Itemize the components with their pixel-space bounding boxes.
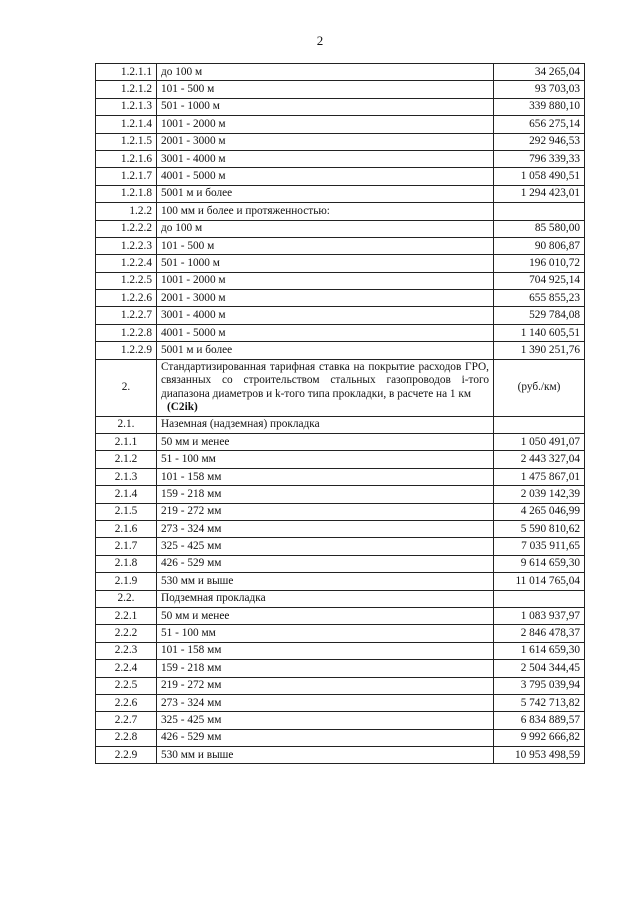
row-description: 159 - 218 мм [157,486,494,503]
row-value: 1 614 659,30 [494,642,585,659]
row-value: 655 855,23 [494,290,585,307]
row-number: 2.1.7 [96,538,157,555]
row-number: 2.1.1 [96,434,157,451]
row-value [494,416,585,433]
row-number: 1.2.1.7 [96,168,157,185]
row-number: 2.2.4 [96,660,157,677]
row-description: 219 - 272 мм [157,677,494,694]
table-row [96,520,585,537]
row-number: 2.1.2 [96,451,157,468]
row-number: 1.2.2.2 [96,220,157,237]
row-number: 1.2.2.3 [96,237,157,254]
row-number: 1.2.1.1 [96,64,157,81]
table-row [96,555,585,572]
row-description: 4001 - 5000 м [157,168,494,185]
row-description: 273 - 324 мм [157,520,494,537]
table-row [96,747,585,764]
row-description: 159 - 218 мм [157,660,494,677]
row-value: 2 039 142,39 [494,486,585,503]
row-number: 1.2.1.3 [96,98,157,115]
row-description: 325 - 425 мм [157,538,494,555]
row-value: 1 083 937,97 [494,607,585,624]
row-number: 2.1.4 [96,486,157,503]
row-number: 2.2.9 [96,747,157,764]
table-row [96,342,585,359]
section-2-description: Стандартизированная тарифная ставка на покрытие расходов ГРО, связанных со строительством стальных газопроводов i-того диапазона диаметров и k-того типа прокладки, в расчете на 1 км [161,360,489,400]
row-description: 101 - 158 мм [157,642,494,659]
row-value: 85 580,00 [494,220,585,237]
table-row [96,625,585,642]
row-value: 7 035 911,65 [494,538,585,555]
row-description: 426 - 529 мм [157,729,494,746]
table-row [96,220,585,237]
row-value: 5 742 713,82 [494,694,585,711]
table-row [96,98,585,115]
table-row [96,237,585,254]
table-row [96,677,585,694]
table-row [96,307,585,324]
row-description: 5001 м и более [157,185,494,202]
row-number: 1.2.2.7 [96,307,157,324]
row-description: 2001 - 3000 м [157,290,494,307]
row-description: 101 - 500 м [157,237,494,254]
row-description: 219 - 272 мм [157,503,494,520]
row-number: 1.2.2.9 [96,342,157,359]
row-number: 1.2.1.8 [96,185,157,202]
row-value: 93 703,03 [494,81,585,98]
row-number: 1.2.2.5 [96,272,157,289]
row-description: до 100 м [157,64,494,81]
row-value: 34 265,04 [494,64,585,81]
row-number: 1.2.1.4 [96,116,157,133]
row-description: 501 - 1000 м [157,98,494,115]
table-section-a [96,64,585,360]
row-description [157,359,494,416]
row-number: 1.2.2.8 [96,324,157,341]
row-value: 339 880,10 [494,98,585,115]
table-row [96,712,585,729]
row-number: 2.2.5 [96,677,157,694]
row-value: 529 784,08 [494,307,585,324]
row-description: до 100 м [157,220,494,237]
section-2-code: (С2ik) [167,401,198,414]
row-value: 1 294 423,01 [494,185,585,202]
row-description: 4001 - 5000 м [157,324,494,341]
table-row [96,607,585,624]
row-description: 2001 - 3000 м [157,133,494,150]
row-number: 1.2.2.6 [96,290,157,307]
row-number: 2.2.1 [96,607,157,624]
row-value: 6 834 889,57 [494,712,585,729]
table-row [96,590,585,607]
row-number: 1.2.2 [96,203,157,220]
row-value: 1 475 867,01 [494,468,585,485]
row-value: 1 390 251,76 [494,342,585,359]
row-value: 1 140 605,51 [494,324,585,341]
row-description: 100 мм и более и протяженностью: [157,203,494,220]
row-number: 2.2.2 [96,625,157,642]
row-number: 1.2.1.5 [96,133,157,150]
row-value: 11 014 765,04 [494,573,585,590]
row-number: 2.1.9 [96,573,157,590]
row-description: 51 - 100 мм [157,451,494,468]
row-value: 3 795 039,94 [494,677,585,694]
table-row [96,133,585,150]
row-value: 10 953 498,59 [494,747,585,764]
row-value: 796 339,33 [494,150,585,167]
table-row [96,573,585,590]
row-number: 2.2.6 [96,694,157,711]
row-value: 9 992 666,82 [494,729,585,746]
row-value: 5 590 810,62 [494,520,585,537]
row-value: 4 265 046,99 [494,503,585,520]
table-row [96,694,585,711]
row-description: 426 - 529 мм [157,555,494,572]
row-value [494,203,585,220]
table-row [96,116,585,133]
row-number: 2.1.6 [96,520,157,537]
row-value: 2 846 478,37 [494,625,585,642]
row-number: 2.1.8 [96,555,157,572]
row-unit: (руб./км) [494,359,585,416]
row-number: 1.2.1.2 [96,81,157,98]
row-value: 1 058 490,51 [494,168,585,185]
row-description: Подземная прокладка [157,590,494,607]
row-number: 2.2.7 [96,712,157,729]
table-row [96,255,585,272]
table-row [96,451,585,468]
row-description: 3001 - 4000 м [157,150,494,167]
row-value: 292 946,53 [494,133,585,150]
table-section-b [96,416,585,764]
row-value: 2 443 327,04 [494,451,585,468]
row-number: 2.1. [96,416,157,433]
row-value: 704 925,14 [494,272,585,289]
row-value: 90 806,87 [494,237,585,254]
row-description: 101 - 158 мм [157,468,494,485]
table-row [96,434,585,451]
row-description: 5001 м и более [157,342,494,359]
row-number: 1.2.1.6 [96,150,157,167]
row-number: 2.2.3 [96,642,157,659]
row-number: 2.1.3 [96,468,157,485]
row-value: 196 010,72 [494,255,585,272]
tariff-table [95,63,585,764]
table-row [96,642,585,659]
row-description: 101 - 500 м [157,81,494,98]
row-description: 3001 - 4000 м [157,307,494,324]
table-row [96,468,585,485]
table-row [96,486,585,503]
row-description: 1001 - 2000 м [157,116,494,133]
table-row [96,64,585,81]
row-description: Наземная (надземная) прокладка [157,416,494,433]
row-description: 501 - 1000 м [157,255,494,272]
row-description: 1001 - 2000 м [157,272,494,289]
table-row [96,81,585,98]
table-row [96,538,585,555]
row-number: 2.2.8 [96,729,157,746]
table-row [96,503,585,520]
row-value: 2 504 344,45 [494,660,585,677]
row-number: 1.2.2.4 [96,255,157,272]
table-row [96,272,585,289]
row-value: 1 050 491,07 [494,434,585,451]
row-description: 530 мм и выше [157,573,494,590]
row-number: 2.1.5 [96,503,157,520]
table-row [96,203,585,220]
row-value: 656 275,14 [494,116,585,133]
row-description: 530 мм и выше [157,747,494,764]
row-value [494,590,585,607]
table-row [96,729,585,746]
page-number: 2 [316,33,324,48]
table-row [96,150,585,167]
table-row [96,185,585,202]
row-description: 50 мм и менее [157,434,494,451]
table-row-section-2 [96,359,585,416]
row-number: 2. [96,359,157,416]
table-section-2-header [96,359,585,416]
table-row [96,660,585,677]
table-row [96,290,585,307]
row-description: 273 - 324 мм [157,694,494,711]
table-row [96,416,585,433]
table-row [96,168,585,185]
table-row [96,324,585,341]
row-value: 9 614 659,30 [494,555,585,572]
row-description: 50 мм и менее [157,607,494,624]
row-description: 325 - 425 мм [157,712,494,729]
row-description: 51 - 100 мм [157,625,494,642]
row-number: 2.2. [96,590,157,607]
